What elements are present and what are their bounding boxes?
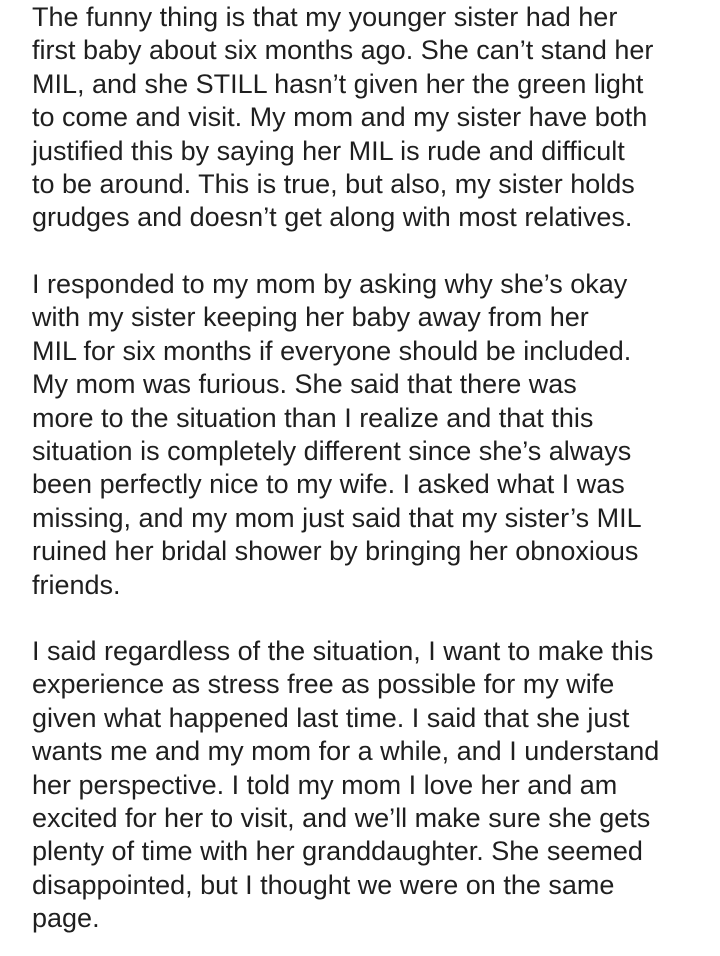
- text-line: My mom was furious. She said that there was: [32, 369, 577, 400]
- text-line: given what happened last time. I said that she just: [32, 702, 630, 733]
- text-line: first baby about six months ago. She can’t stand her: [32, 35, 654, 66]
- text-line: page.: [32, 903, 100, 934]
- text-line: grudges and doesn’t get along with most relatives.: [32, 202, 633, 233]
- text-line: to be around. This is true, but also, my sister holds: [32, 169, 635, 200]
- text-line: justified this by saying her MIL is rude and difficult: [32, 135, 625, 166]
- paragraph-2: [32, 268, 642, 602]
- text-line: The funny thing is that my younger sister had her: [32, 2, 618, 32]
- paragraph-3: [32, 635, 659, 936]
- text-line: disappointed, but I thought we were on the same: [32, 869, 615, 900]
- text-line: missing, and my mom just said that my sister’s MIL: [32, 502, 642, 533]
- text-line: plenty of time with her granddaughter. She seemed: [32, 836, 643, 867]
- text-line: with my sister keeping her baby away from her: [32, 302, 589, 333]
- text-line: been perfectly nice to my wife. I asked what I was: [32, 469, 625, 500]
- text-line: MIL, and she STILL hasn’t given her the green light: [32, 68, 644, 99]
- text-line: I responded to my mom by asking why she’s okay: [32, 269, 628, 299]
- text-line: her perspective. I told my mom I love her and am: [32, 769, 618, 800]
- paragraph-1: [32, 1, 653, 235]
- text-line: situation is completely different since she’s always: [32, 436, 632, 467]
- text-line: more to the situation than I realize and that this: [32, 402, 594, 433]
- text-line: to come and visit. My mom and my sister have both: [32, 102, 648, 133]
- text-line: excited for her to visit, and we’ll make sure she gets: [32, 803, 651, 834]
- text-line: experience as stress free as possible for my wife: [32, 669, 615, 700]
- text-line: MIL for six months if everyone should be included.: [32, 335, 632, 366]
- text-line: wants me and my mom for a while, and I understand: [32, 736, 660, 767]
- text-line: friends.: [32, 569, 121, 600]
- text-line: ruined her bridal shower by bringing her obnoxious: [32, 536, 639, 567]
- text-line: I said regardless of the situation, I want to make this: [32, 636, 654, 666]
